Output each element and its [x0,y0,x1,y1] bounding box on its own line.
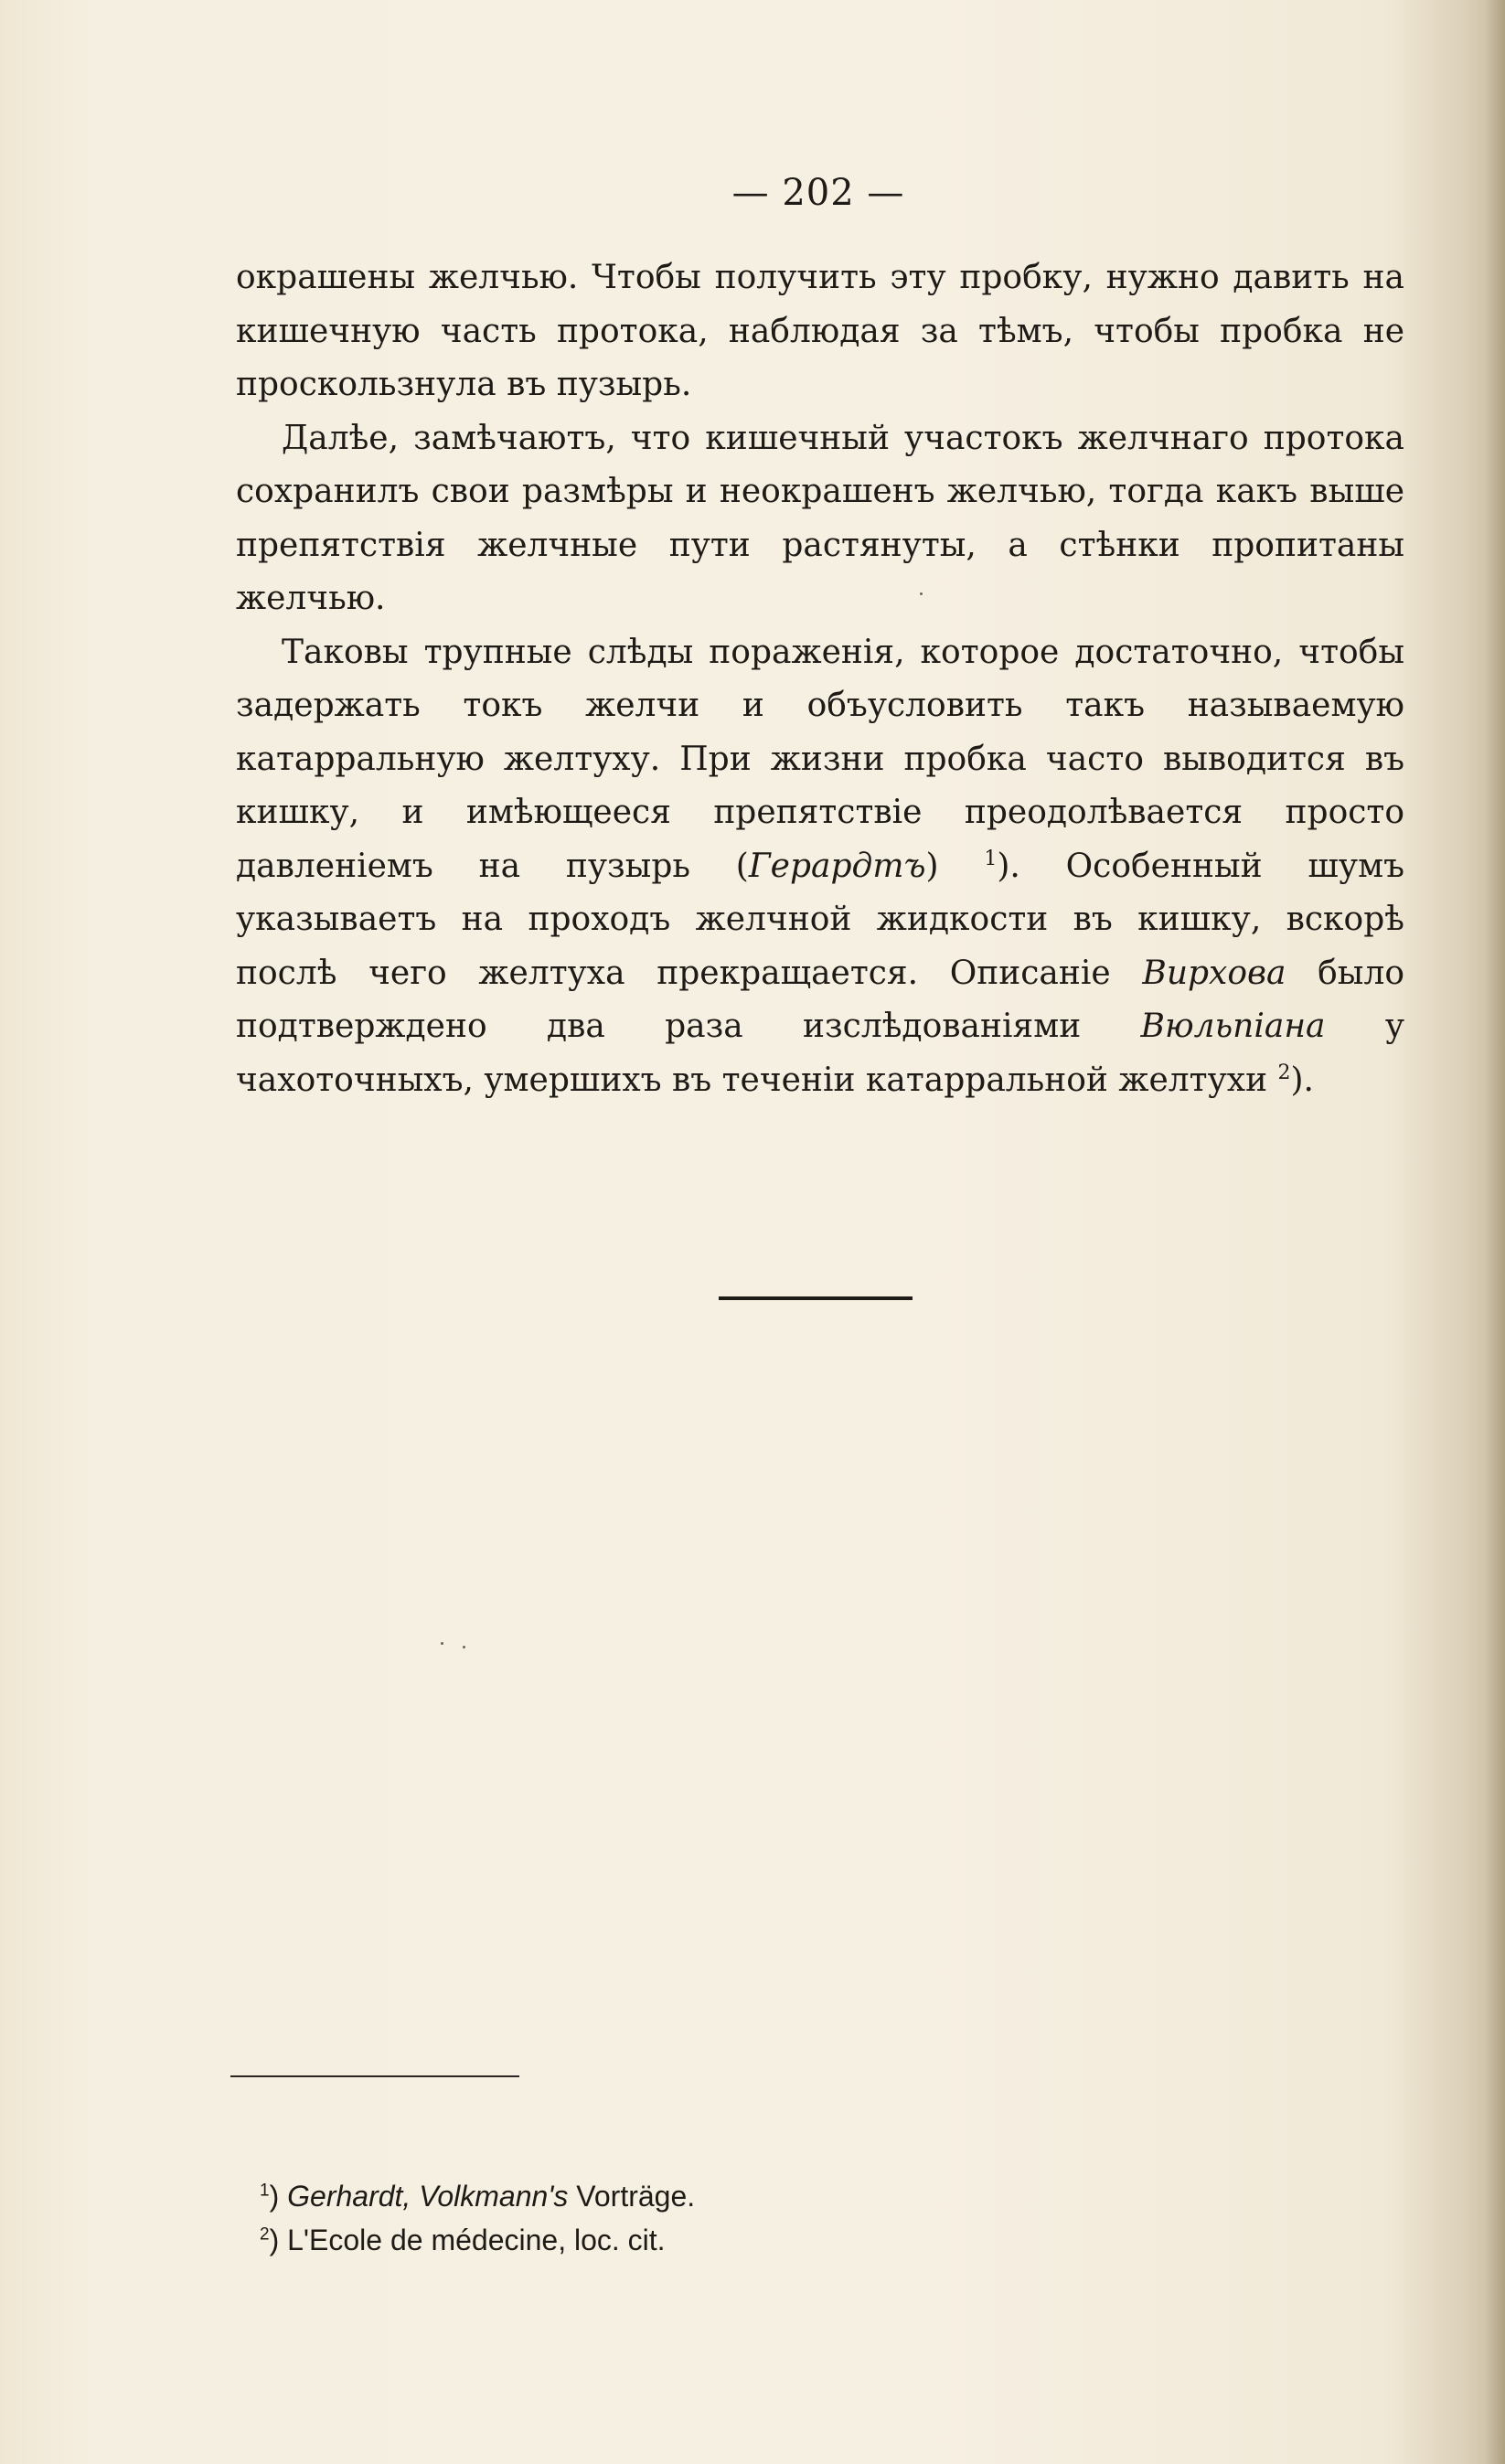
footnote [260,2174,1083,2218]
body-text [236,251,1404,1107]
italic-name: Вюльпіана [1140,1008,1326,1045]
text-run: было подтверждено два раза изслѣдованіями [236,954,1405,1045]
page-edge-shadow [1485,0,1505,2464]
text-run: Далѣе, замѣчаютъ, что кишечный участокъ желчнаго протока сохранилъ свои размѣры и неокрашенъ желчью, тогда какъ выше препятствія желчные пути растянуты, а стѣнки пропитаны желчью. [236,419,1404,617]
footnote-reference: 2 [1277,1061,1291,1084]
paragraph [236,251,1404,412]
footnote-separator [230,2075,519,2077]
footnote-marker: 1 [260,2181,270,2201]
text-run: ). Особенный шумъ указываетъ на проходъ желчной жидкости въ кишку, вскорѣ послѣ чего желтуха прекращается. Описаніе [236,847,1404,992]
text-run: ) [925,847,985,885]
text-run: Таковы трупные слѣды пораженія, которое достаточно, чтобы задержать токъ желчи и объусловить такъ называемую катарральную желтуху. При жизни пробка часто выводится въ кишку, и имѣющееся препятствіе преодолѣвается просто давленіемъ на пузырь ( [236,633,1404,885]
text-run: окрашены желчью. Чтобы получить эту пробку, нужно давить на кишечную часть протока, наблюдая за тѣмъ, чтобы пробка не проскользнула въ пузырь. [236,259,1404,403]
paper-speck [463,1646,465,1648]
text-run: ) L'Ecole de médecine, loc. cit. [269,2224,666,2256]
paragraph [236,626,1404,1108]
footnote [260,2218,1083,2262]
text-run: ) [269,2180,288,2213]
page-number: — 202 — [731,172,905,214]
footnote-reference: 1 [984,847,998,870]
text-run: ). [1290,1061,1315,1099]
italic-name: Gerhardt, Volkmann's [287,2180,569,2213]
paper-speck [441,1642,443,1645]
footnote-marker: 2 [260,2224,270,2245]
paragraph [236,412,1404,626]
footnotes [260,2174,1083,2262]
text-run: Vorträge. [568,2180,696,2213]
italic-name: Вирхова [1142,954,1286,992]
section-end-rule [719,1296,913,1300]
italic-name: Герардтъ [748,847,926,885]
text-run: у чахоточныхъ, умершихъ въ теченіи катарральной желтухи [236,1008,1404,1099]
paper-speck [920,592,923,595]
